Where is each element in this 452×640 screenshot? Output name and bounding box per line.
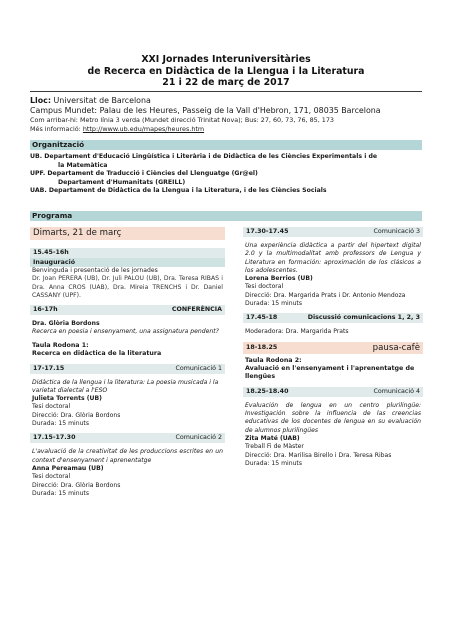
org-line: UB. Departament d'Educació Lingüística i Literària i de Didàctica de les Ciències Experimentals i de — [30, 153, 378, 160]
detail-line: Tesi doctoral — [32, 473, 71, 481]
transport-info: Com arribar-hi: Metro línia 3 verda (Mundet direcció Trinitat Nova); Bus: 27, 60, 73, 76, 85, 173 — [30, 116, 334, 124]
address: Campus Mundet: Palau de les Heures, Passeig de la Vall d'Hebron, 171, 08035 Barcelona — [30, 106, 381, 115]
session-type: Comunicació 3 — [373, 228, 420, 235]
session-body — [243, 328, 423, 336]
session-time: 17.30-17.45 — [246, 228, 289, 235]
session-body — [243, 242, 423, 308]
inauguracio-label: Inauguració — [30, 258, 225, 267]
speaker: Dra. Glòria Bordons — [32, 320, 100, 328]
session-time: 17.45-18 — [246, 314, 278, 322]
detail-line: Direcció: Dra. Margarida Prats i Dr. Antonio Mendoza — [245, 291, 406, 299]
session-type: Discussió comunicacions 1, 2, 3 — [307, 314, 420, 322]
program-right-column — [243, 227, 423, 468]
session-time: 15.45-16h — [33, 249, 69, 256]
session-time: 17.15-17.30 — [33, 434, 76, 442]
moderator: Moderadora: Dra. Margarida Prats — [245, 328, 349, 336]
document-header — [30, 54, 422, 89]
lloc-label: Lloc: — [30, 96, 51, 105]
session-time-band — [243, 227, 423, 237]
pause-label: pausa-cafè — [372, 342, 420, 353]
lloc-value: Universitat de Barcelona — [53, 96, 151, 105]
program-left-column — [30, 227, 225, 498]
more-info — [30, 125, 430, 134]
organitzacio-list — [30, 153, 424, 196]
session-time-band — [243, 313, 423, 323]
session-type: Comunicació 2 — [175, 434, 222, 442]
programa-bar: Programa — [30, 211, 422, 221]
session-time: 18.25-18.40 — [246, 387, 289, 395]
author: Anna Pereamau (UB) — [32, 464, 104, 472]
session-time: 18-18.25 — [246, 343, 278, 351]
session-type: Comunicació 4 — [373, 387, 420, 395]
session-people: Dr. Joan PERERA (UB), Dr. Juli PALOU (UB), Dra. Teresa RIBAS i Dra. Anna CROS (UAB), Dra. Mireia TRENCHS i Dr. Daniel CASSANY (UPF). — [32, 275, 223, 299]
location-block — [30, 96, 430, 135]
communication-title: Una experiència didàctica a partir del hipertext digital 2.0 y la multimodalitat amb professors de Lengua y Literatura en formación: aproximación de los clásicos a los adolescentes. — [245, 242, 421, 274]
session-body — [30, 267, 225, 300]
detail-line: Durada: 15 minuts — [32, 420, 89, 428]
org-line: Departament d'Humanitats (GREILL) — [58, 178, 186, 186]
session-body — [30, 320, 225, 337]
session-body — [243, 402, 423, 468]
session-text: Benvinguda i presentació de les jornades — [32, 267, 158, 274]
taula-label: Taula Rodona 1: — [32, 341, 89, 349]
session-time: 16-17h — [33, 306, 58, 314]
session-type: Comunicació 1 — [175, 364, 222, 372]
author: Julieta Torrents (UB) — [32, 395, 102, 403]
detail-line: Durada: 15 minuts — [245, 459, 302, 467]
org-line: la Matemàtica — [58, 161, 108, 169]
header-title: XXI Jornades Interuniversitàries — [141, 54, 311, 65]
session-time-band — [30, 248, 225, 258]
detail-line: Direcció: Dra. Marilisa Birello i Dra. Teresa Ribas — [245, 451, 392, 459]
session-time-band — [30, 305, 225, 315]
session-time-band — [243, 387, 423, 397]
more-info-label: Més informació: — [30, 125, 81, 134]
communication-title: Evaluación de lengua en un centro plurilingüe: Investigación sobre la influencia de las creencias educativas de los docentes de lengua en su evaluación de alumnos plurilingües — [245, 401, 421, 434]
session-time-band — [30, 364, 225, 374]
taula-label: Taula Rodona 2: — [245, 356, 302, 364]
author: Lorena Berrios (UB) — [245, 275, 313, 283]
detail-line: Tesi doctoral — [32, 403, 71, 411]
session-time: 17-17.15 — [33, 364, 65, 372]
day-label: Dimarts, 21 de març — [33, 228, 122, 238]
header-subtitle: de Recerca en Didàctica de la Llengua i la Literatura — [87, 65, 365, 77]
detail-line: Tesi doctoral — [245, 283, 284, 291]
taula-title: Recerca en didàctica de la literatura — [32, 350, 162, 358]
detail-line: Durada: 15 minuts — [245, 300, 302, 308]
author: Zita Maté (UAB) — [245, 435, 300, 443]
header-dates: 21 i 22 de març de 2017 — [162, 77, 290, 88]
detail-line: Treball Fi de Màster — [245, 443, 304, 451]
conference-title: Recerca en poesia i ensenyament, una assignatura pendent? — [32, 328, 219, 336]
organitzacio-bar: Organització — [30, 140, 422, 150]
session-time-band — [30, 433, 225, 443]
taula-title: Avaluació en l'ensenyament i l'aprenentatge de llengües — [245, 365, 415, 381]
communication-title: L'avaluació de la creativitat de les produccions escrites en un context d'ensenyament i aprenentatge — [32, 448, 223, 464]
detail-line: Durada: 15 minuts — [32, 489, 89, 497]
communication-title: Didàctica de la llengua i la literatura: La poesia musicada i la varietat dialectal a l'ESO — [32, 378, 219, 394]
org-line: UAB. Departament de Didàctica de la Llengua i la Literatura, i de les Ciències Socials — [30, 187, 327, 195]
pause-band — [243, 342, 423, 354]
session-type: CONFERÈNCIA — [171, 306, 222, 314]
org-line: UPF. Departament de Traducció i Ciències del Llenguatge (Gr@el) — [30, 170, 258, 178]
detail-line: Direcció: Dra. Glòria Bordons — [32, 411, 121, 419]
detail-line: Direcció: Dra. Glòria Bordons — [32, 481, 121, 489]
day-header — [30, 227, 225, 240]
session-body — [30, 448, 225, 498]
session-body — [30, 379, 225, 429]
taula-rodona — [243, 357, 423, 382]
header-rule — [30, 91, 422, 92]
more-info-link[interactable]: http://www.ub.edu/mapes/heures.htm — [82, 125, 205, 134]
taula-rodona — [30, 342, 225, 359]
